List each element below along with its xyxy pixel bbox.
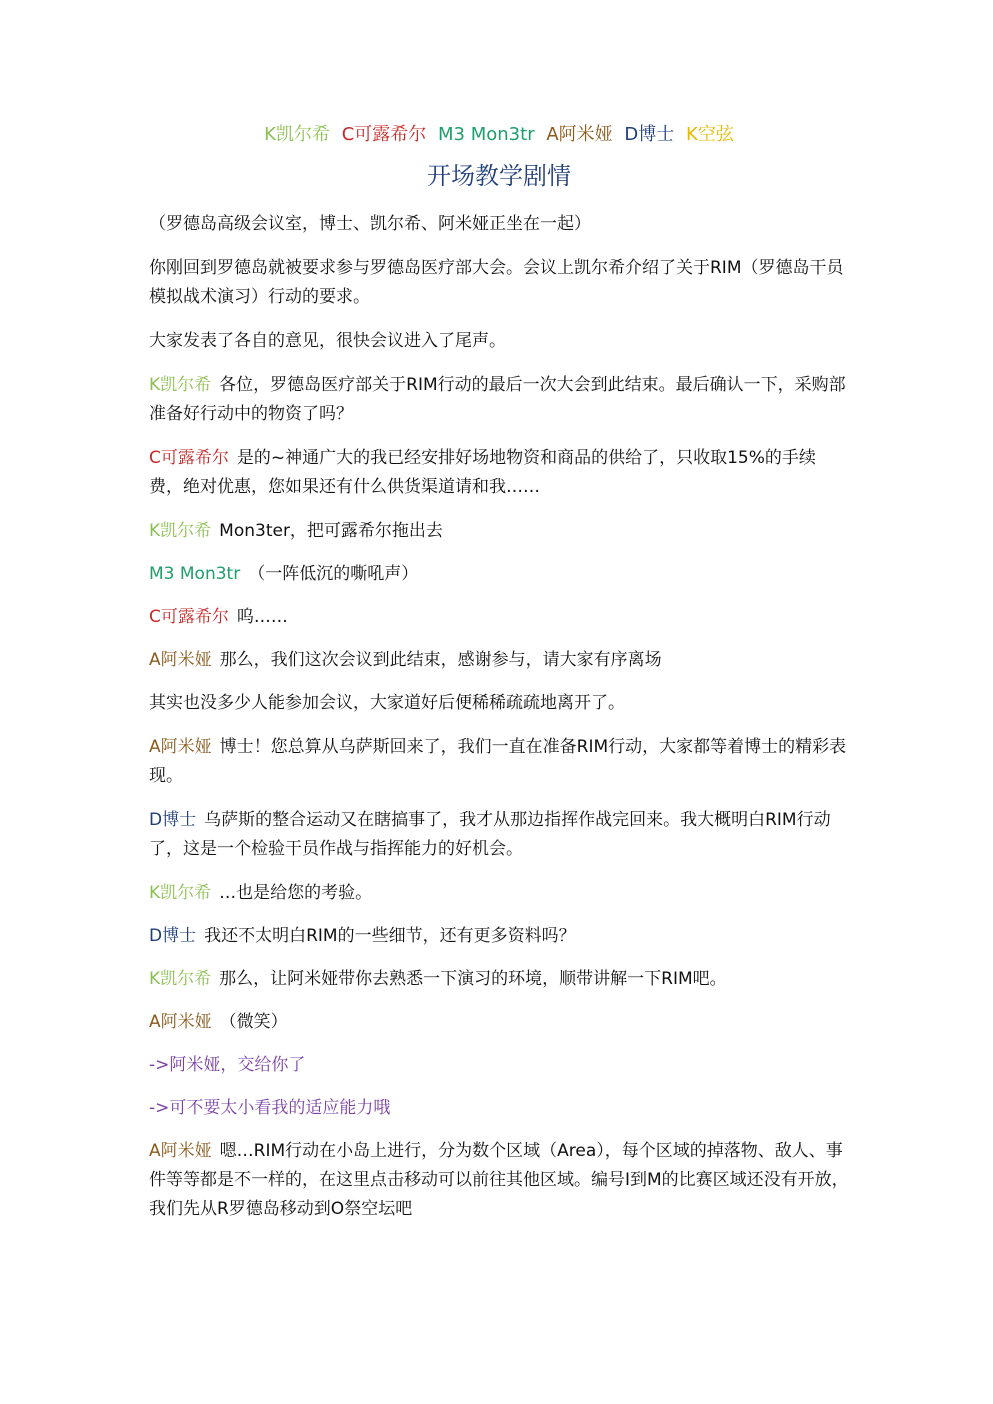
dialogue-line (149, 965, 849, 994)
speaker-label: D博士 (149, 810, 197, 830)
speaker-label: A阿米娅 (149, 737, 212, 757)
speaker-label: K凯尔希 (149, 969, 212, 989)
choice-option[interactable]: ->阿米娅，交给你了 (149, 1055, 306, 1075)
speaker-label: A阿米娅 (149, 1141, 212, 1161)
dialogue-line (149, 806, 849, 864)
speaker-label: C可露希尔 (149, 448, 229, 468)
dialogue-line (149, 1008, 849, 1037)
dialogue-text: 呜…… (236, 607, 288, 627)
speaker-label: C可露希尔 (149, 607, 229, 627)
dialogue-line (149, 371, 849, 429)
cast-kaltsit: K凯尔希 (264, 124, 330, 145)
dialogue-text: 嗯…RIM行动在小岛上进行，分为数个区域（Area），每个区域的掉落物、敌人、事件等等都是不一样的，在这里点击移动可以前往其他区域。编号I到M的比赛区域还没有开放，我们先从R罗德岛移动到O祭空坛吧 (149, 1141, 849, 1219)
dialogue-line (149, 1137, 849, 1224)
dialogue-text: 是的~神通广大的我已经安排好场地物资和商品的供给了，只收取15%的手续费，绝对优惠，您如果还有什么供货渠道请和我…… (149, 448, 816, 497)
cast-amiya: A阿米娅 (546, 124, 613, 145)
page-title: 开场教学剧情 (427, 162, 571, 190)
dialogue-line (149, 560, 849, 589)
document-page (149, 120, 849, 1239)
narration: （罗德岛高级会议室，博士、凯尔希、阿米娅正坐在一起） (149, 214, 591, 234)
speaker-label: K凯尔希 (149, 375, 212, 395)
dialogue-text: （一阵低沉的嘶吼声） (248, 564, 419, 584)
dialogue-text: Mon3ter，把可露希尔拖出去 (219, 521, 443, 541)
dialogue-text: 乌萨斯的整合运动又在瞎搞事了，我才从那边指挥作战完回来。我大概明白RIM行动了，这是一个检验干员作战与指挥能力的好机会。 (149, 810, 831, 859)
cast-closure: C可露希尔 (341, 124, 427, 145)
dialogue-line (149, 922, 849, 951)
narration: 你刚回到罗德岛就被要求参与罗德岛医疗部大会。会议上凯尔希介绍了关于RIM（罗德岛干员模拟战术演习）行动的要求。 (149, 258, 844, 307)
dialogue-text: 各位，罗德岛医疗部关于RIM行动的最后一次大会到此结束。最后确认一下，采购部准备好行动中的物资了吗？ (149, 375, 846, 424)
dialogue-text: …也是给您的考验。 (219, 883, 373, 903)
speaker-label: M3 Mon3tr (149, 564, 241, 584)
cast-mon3tr: M3 Mon3tr (438, 124, 535, 145)
speaker-label: K凯尔希 (149, 521, 212, 541)
cast-list (149, 120, 849, 150)
dialogue-text: 那么，让阿米娅带你去熟悉一下演习的环境，顺带讲解一下RIM吧。 (219, 969, 727, 989)
speaker-label: A阿米娅 (149, 650, 212, 670)
narration: 大家发表了各自的意见，很快会议进入了尾声。 (149, 331, 506, 351)
speaker-label: D博士 (149, 926, 197, 946)
cast-doctor: D博士 (624, 124, 675, 145)
dialogue-line (149, 646, 849, 675)
dialogue-text: 我还不太明白RIM的一些细节，还有更多资料吗？ (204, 926, 576, 946)
dialogue-line (149, 603, 849, 632)
dialogue-line (149, 444, 849, 502)
choice-option[interactable]: ->可不要太小看我的适应能力哦 (149, 1098, 391, 1118)
speaker-label: K凯尔希 (149, 883, 212, 903)
dialogue-line (149, 733, 849, 791)
cast-archetto: K空弦 (686, 124, 734, 145)
dialogue-text: 博士！您总算从乌萨斯回来了，我们一直在准备RIM行动，大家都等着博士的精彩表现。 (149, 737, 847, 786)
speaker-label: A阿米娅 (149, 1012, 212, 1032)
dialogue-line (149, 879, 849, 908)
narration: 其实也没多少人能参加会议，大家道好后便稀稀疏疏地离开了。 (149, 693, 625, 713)
dialogue-text: （微笑） (219, 1012, 288, 1032)
dialogue-line (149, 517, 849, 546)
dialogue-text: 那么，我们这次会议到此结束，感谢参与，请大家有序离场 (219, 650, 662, 670)
